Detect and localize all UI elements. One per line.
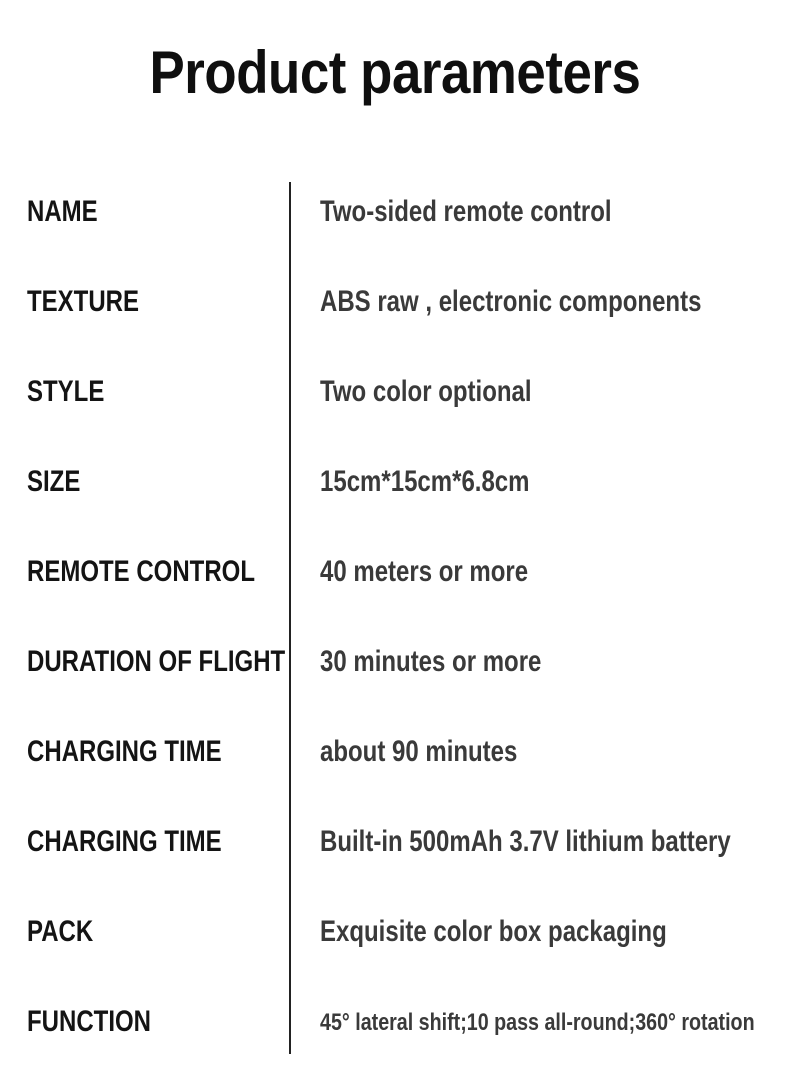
param-value: Built-in 500mAh 3.7V lithium battery xyxy=(320,825,731,858)
param-row-pack xyxy=(0,915,790,975)
param-row-style xyxy=(0,375,790,435)
param-value: 15cm*15cm*6.8cm xyxy=(320,465,530,498)
param-value: Two-sided remote control xyxy=(320,195,612,228)
param-label: PACK xyxy=(27,915,94,948)
param-value: about 90 minutes xyxy=(320,735,518,768)
param-label: FUNCTION xyxy=(27,1005,151,1038)
param-row-name xyxy=(0,195,790,255)
param-label: STYLE xyxy=(27,375,105,408)
param-row-remote-control xyxy=(0,555,790,615)
param-value: 30 minutes or more xyxy=(320,645,542,678)
param-row-charging-time xyxy=(0,735,790,795)
param-row-duration-of-flight xyxy=(0,645,790,705)
param-row-size xyxy=(0,465,790,525)
param-label: CHARGING TIME xyxy=(27,735,222,768)
page-title: Product parameters xyxy=(149,39,641,106)
param-label: DURATION OF FLIGHT xyxy=(27,645,286,678)
param-row-function xyxy=(0,1005,790,1065)
param-value: Exquisite color box packaging xyxy=(320,915,667,948)
param-label: NAME xyxy=(27,195,98,228)
param-label: TEXTURE xyxy=(27,285,140,318)
param-row-battery xyxy=(0,825,790,885)
param-label: SIZE xyxy=(27,465,81,498)
param-label: REMOTE CONTROL xyxy=(27,555,255,588)
param-value: 40 meters or more xyxy=(320,555,529,588)
param-label: CHARGING TIME xyxy=(27,825,222,858)
param-value: 45° lateral shift;10 pass all-round;360° rotation xyxy=(320,1009,755,1036)
param-value: ABS raw , electronic components xyxy=(320,285,702,318)
param-value: Two color optional xyxy=(320,375,532,408)
param-row-texture xyxy=(0,285,790,345)
